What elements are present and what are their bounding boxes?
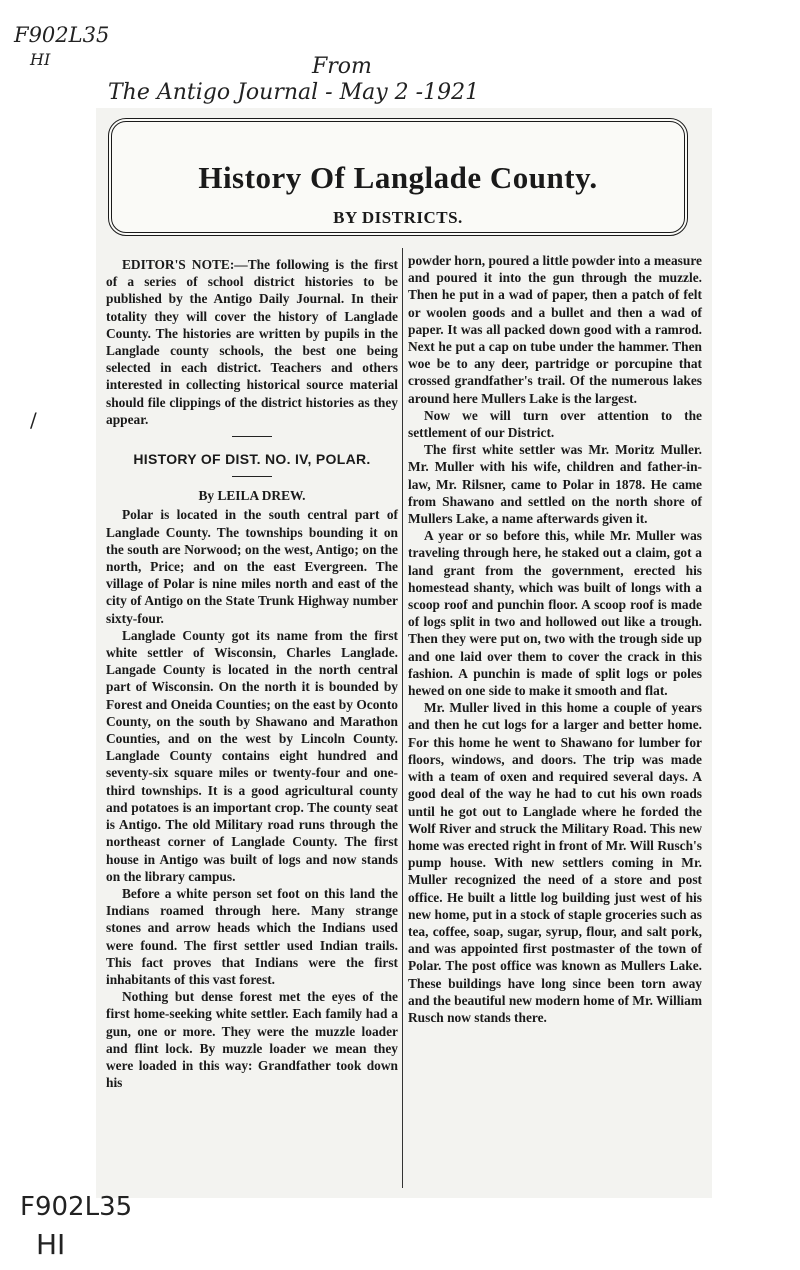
editors-note: EDITOR'S NOTE:—The following is the first of a series of school district histories to be published by the Antigo Daily Journal. In their totality they will cover the history of Langlade County. The histories are written by pupils in the Langlade county schools, the best one being selected in each district. Teachers and others interested in collecting historical source material should file clippings of the district histories as they appear.	[106, 257, 398, 427]
paragraph: Nothing but dense forest met the eyes of the first home-seeking white settler. Each family had a gun, one or more. They were the muzzle loader and flint lock. By muzzle loader we mean they were loaded in this way: Grandfather took down his	[106, 989, 398, 1091]
handwritten-from-note: From	[312, 54, 372, 79]
handwritten-margin-mark: /	[30, 408, 37, 432]
section-rule	[232, 436, 272, 437]
paragraph: Polar is located in the south central part of Langlade County. The townships bounding it on the south are Norwood; on the west, Antigo; on the north, Price; and on the east Evergreen. The village of Polar is nine miles north and east of the city of Antigo on the State Trunk Highway number sixty-four.	[106, 507, 398, 626]
header-frame	[108, 118, 688, 236]
paragraph: Now we will turn over attention to the settlement of our District.	[408, 407, 702, 441]
paragraph: A year or so before this, while Mr. Muller was traveling through here, he staked out a claim, got a land grant from the government, erected his homestead shanty, which was built of longs with a scoop roof and punchin floor. A scoop roof is made of logs split in two and hollowed out like a trough. Then they were put on, two with the trough side up and one laid over them to cover the crack in this fashion. A punchin is made of split logs or poles hewed on one side to make it smooth and flat.	[408, 528, 702, 699]
article-subtitle: BY DISTRICTS.	[333, 208, 463, 227]
handwritten-catalog-suffix-bottom: HI	[36, 1228, 66, 1261]
column-divider	[402, 248, 403, 1188]
right-column	[408, 252, 702, 1026]
paragraph: Langlade County got its name from the first white settler of Wisconsin, Charles Langlade. Langade County is located in the north central part of Wisconsin. On the north it is bounded by Forest and Oneida Counties; on the east by Oconto County, on the south by Shawano and Marathon Counties, and on the west by Lincoln County. Langlade County contains eight hundred and seventy-six square miles or twenty-four and one-third townships. It is a good agricultural county and potatoes is an important crop. The county seat is Antigo. The old Military road runs through the northeast corner of Langlade County. The first house in Antigo was built of logs and now stands on the library campus.	[106, 627, 398, 884]
handwritten-source-note: The Antigo Journal - May 2 -1921	[108, 80, 480, 105]
paragraph: Mr. Muller lived in this home a couple of years and then he cut logs for a larger and better home. For this home he went to Shawano for lumber for floors, windows, and doors. The trip was made with a team of oxen and required several days. A good deal of the way he had to cut his own roads until he got out to Langlade where he forded the Wolf River and struck the Military Road. This new home was erected right in front of Mr. Will Rusch's pump house. With new settlers coming in Mr. Muller recognized the need of a store and post office. He built a little log building just west of his new home, put in a stock of staple groceries such as tea, coffee, soap, sugar, syrup, flour, and salt pork, and was appointed first postmaster of the town of Polar. The post office was known as Mullers Lake. These buildings have long since been torn away and the beautiful new modern home of Mr. William Rusch now stands there.	[408, 700, 702, 1025]
handwritten-catalog-number-top: F902L35	[14, 23, 110, 47]
handwritten-catalog-suffix-top: HI	[30, 50, 51, 69]
district-heading: HISTORY OF DIST. NO. IV, POLAR.	[133, 451, 371, 468]
paragraph: Before a white person set foot on this land the Indians roamed through here. Many strange stones and arrow heads which the Indians used were found. The first settler used Indian trails. This fact proves that Indians were the first inhabitants of this vast forest.	[106, 885, 398, 987]
article-title: History Of Langlade County.	[198, 160, 598, 195]
paragraph: powder horn, poured a little powder into a measure and poured it into the gun through the muzzle. Then he put in a wad of paper, then a patch of felt or woolen goods and a bullet and then a wad of paper. It was all packed down good with a ramrod. Next he put a cap on tube under the hammer. Then woe be to any deer, partridge or porcupine that crossed grandfather's trail. Of the numerous lakes around here Mullers Lake is the largest.	[408, 253, 702, 406]
author-byline: By LEILA DREW.	[198, 488, 306, 504]
paragraph: The first white settler was Mr. Moritz Muller. Mr. Muller with his wife, children and father-in-law, Mr. Rilsner, came to Polar in 1878. He came from Shawano and settled on the north shore of Mullers Lake, a name afterwards given it.	[408, 442, 702, 527]
newspaper-clipping	[96, 108, 712, 1198]
handwritten-catalog-number-bottom: F902L35	[20, 1192, 133, 1222]
left-column	[106, 256, 398, 1091]
section-rule	[232, 476, 272, 477]
